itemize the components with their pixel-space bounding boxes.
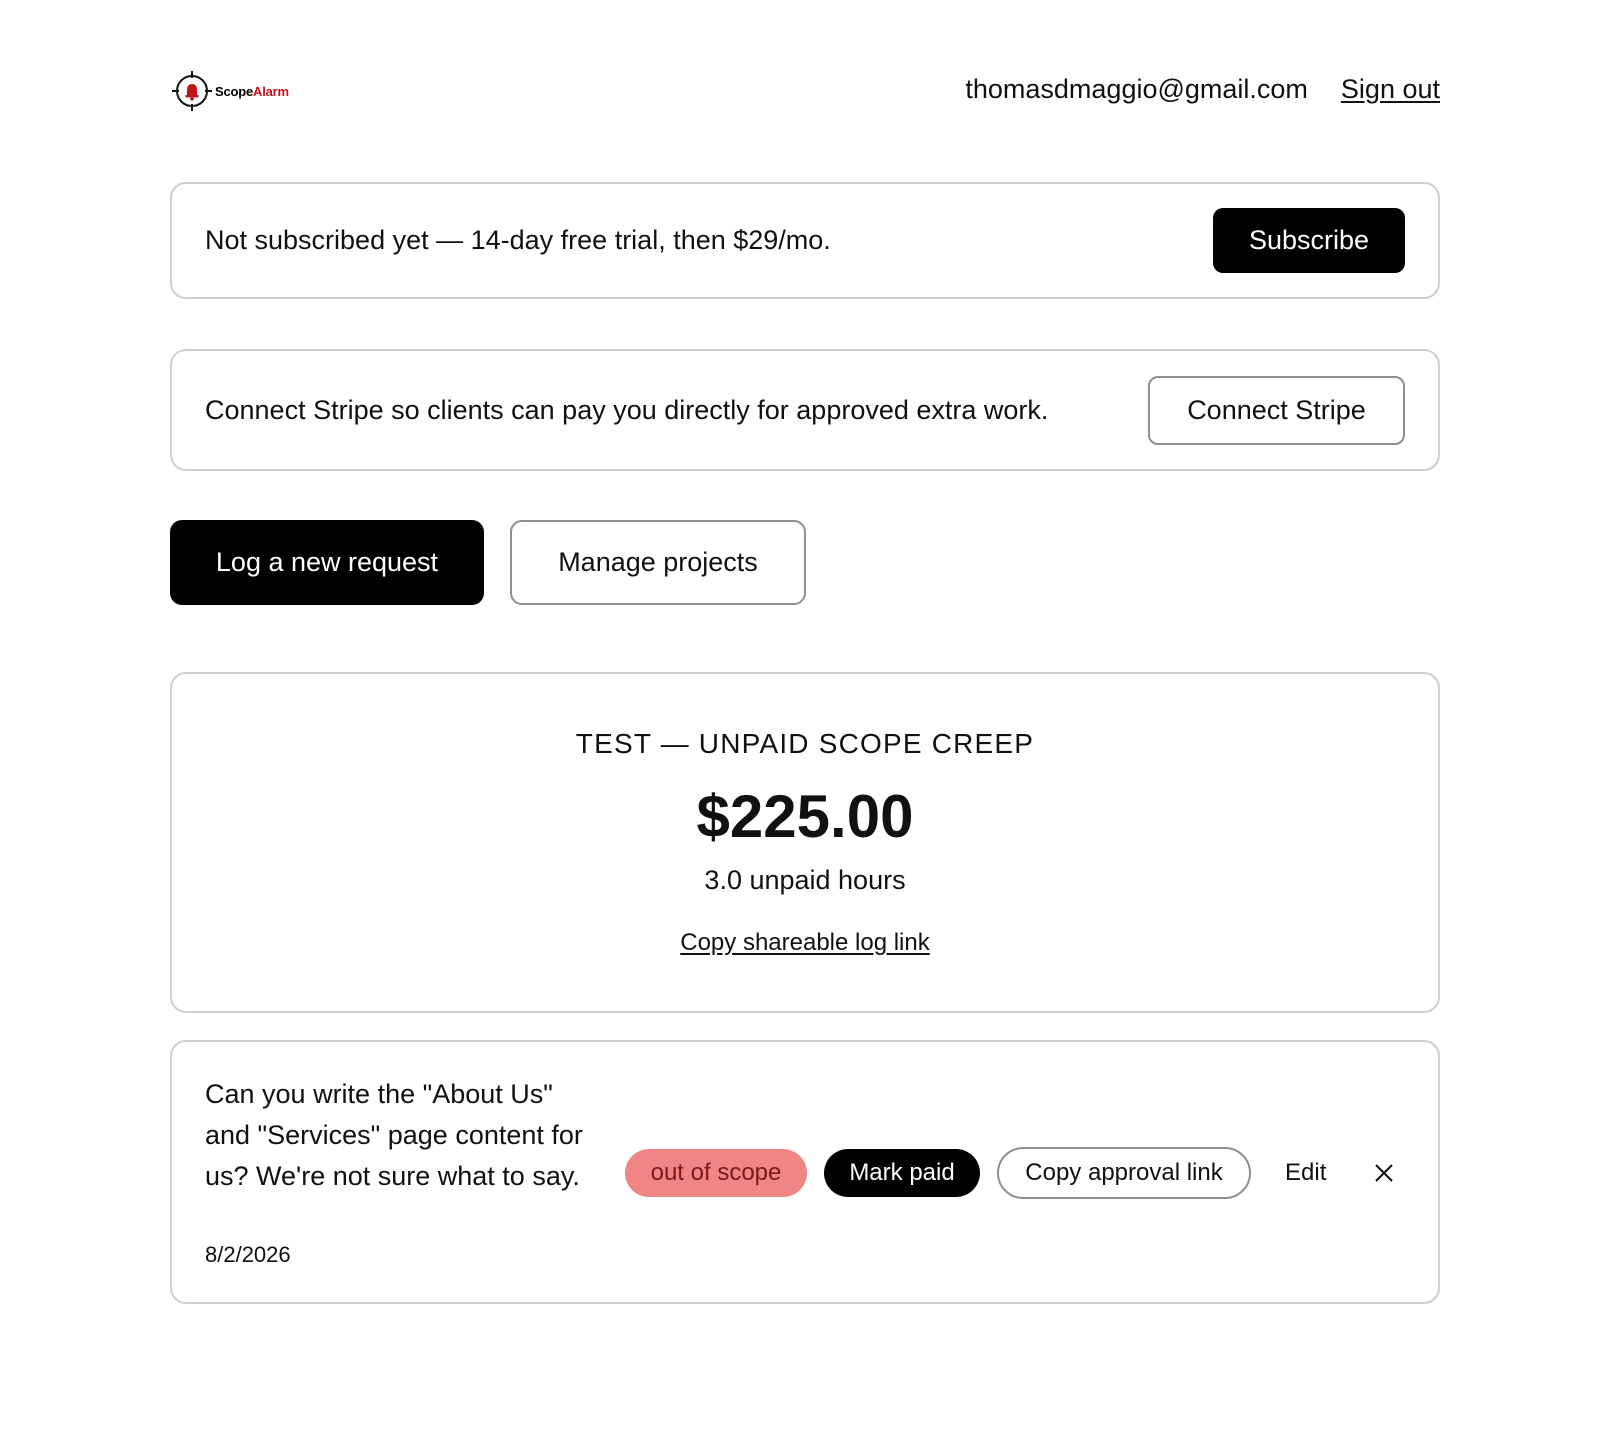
bell-crosshair-icon: [171, 70, 213, 112]
copy-log-link-wrapper: [172, 929, 1438, 957]
subscription-message: Not subscribed yet — 14-day free trial, then $29/mo.: [205, 225, 831, 255]
scope-status-badge[interactable]: out of scope: [625, 1149, 807, 1197]
request-actions: [625, 1147, 1396, 1199]
logo-text-scope: Scope: [215, 83, 254, 99]
copy-shareable-log-link[interactable]: Copy shareable log link: [680, 929, 930, 956]
stripe-message: Connect Stripe so clients can pay you directly for approved extra work.: [205, 394, 1049, 425]
request-date: 8/2/2026: [205, 1242, 291, 1267]
user-email: thomasdmaggio@gmail.com: [965, 74, 1308, 104]
summary-title: TEST — UNPAID SCOPE CREEP: [575, 728, 1035, 759]
copy-approval-link-button[interactable]: Copy approval link: [997, 1147, 1251, 1199]
project-summary-card: [170, 672, 1440, 1013]
stripe-banner: [170, 349, 1440, 471]
manage-projects-button[interactable]: Manage projects: [510, 520, 806, 605]
connect-stripe-button[interactable]: Connect Stripe: [1148, 376, 1405, 445]
sign-out-link[interactable]: Sign out: [1340, 74, 1440, 104]
user-menu: [965, 74, 1440, 105]
close-icon: [1373, 1162, 1395, 1184]
unpaid-hours: 3.0 unpaid hours: [704, 865, 906, 895]
logo-text: [215, 84, 289, 99]
subscribe-button[interactable]: Subscribe: [1213, 208, 1405, 273]
subscription-banner: [170, 182, 1440, 299]
edit-button[interactable]: Edit: [1285, 1159, 1327, 1186]
unpaid-amount: $225.00: [696, 783, 914, 850]
request-text: Can you write the "About Us" and "Services" page content for us? We're not sure what to say.: [205, 1079, 583, 1191]
app-logo[interactable]: [171, 70, 289, 112]
log-new-request-button[interactable]: Log a new request: [170, 520, 484, 605]
mark-paid-button[interactable]: Mark paid: [824, 1149, 980, 1197]
delete-button[interactable]: [1372, 1161, 1396, 1185]
request-item: [170, 1040, 1440, 1304]
logo-text-alarm: Alarm: [253, 83, 289, 99]
